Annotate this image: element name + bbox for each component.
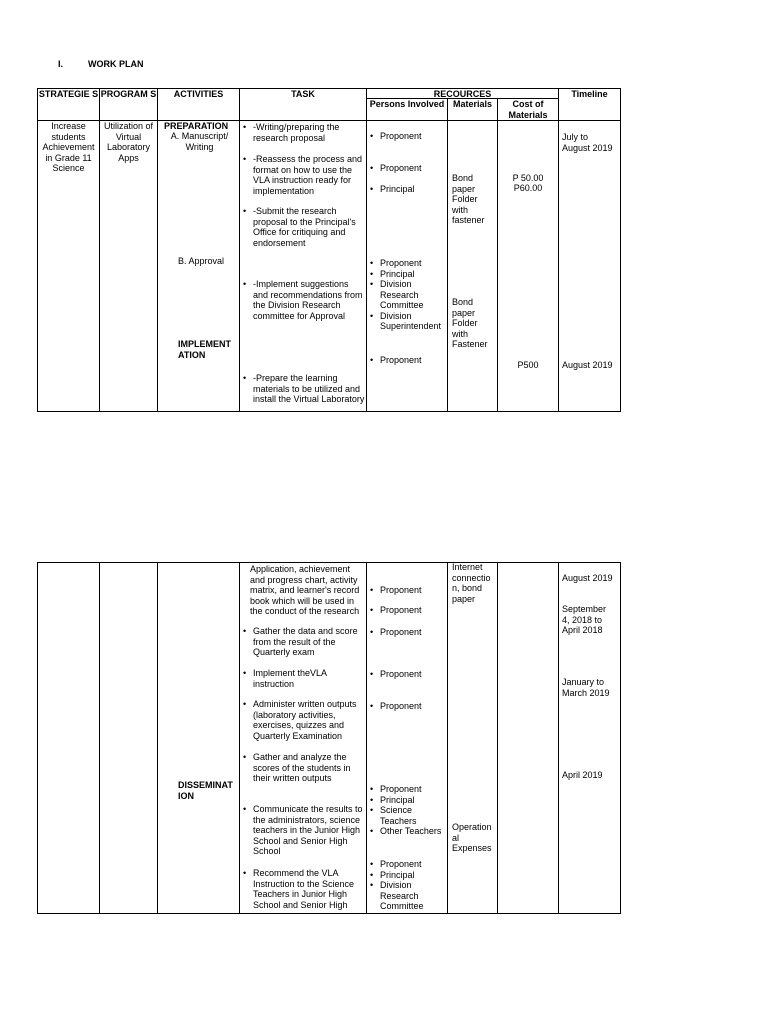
materials-cell: Operation al Expenses — [452, 822, 492, 853]
person-item: • Proponent — [368, 605, 446, 616]
header-programs: PROGRAM S — [100, 89, 157, 99]
task-list — [241, 668, 365, 689]
timeline-cell: September 4, 2018 to April 2018 — [562, 604, 607, 635]
task-item: • Administer written outputs (laboratory activities, exercises, quizzes and Quarterly Examination — [241, 699, 365, 741]
task-item: • -Submit the research proposal to the Principal's Office for critiquing and endorsement — [241, 206, 365, 248]
persons-list — [368, 184, 446, 195]
person-item: • Proponent — [368, 163, 446, 174]
program-cell: Utilization of Virtual Laboratory Apps — [103, 121, 154, 163]
persons-list — [368, 585, 446, 596]
person-item: • Proponent — [368, 627, 446, 638]
task-item: • Implement theVLA instruction — [241, 668, 365, 689]
materials-cell: Bond paper Folder with Fastener — [452, 297, 488, 349]
header-activities: ACTIVITIES — [173, 89, 224, 99]
persons-list — [368, 605, 446, 616]
cost-cell: P500 — [517, 360, 539, 370]
task-item: • Gather the data and score from the result of the Quarterly exam — [241, 626, 365, 658]
person-item: • Proponent — [368, 669, 446, 680]
header-cost-of-materials: Cost of Materials — [508, 99, 548, 120]
work-plan-heading — [58, 59, 144, 70]
task-list — [241, 122, 365, 143]
persons-list — [368, 669, 446, 680]
persons-list — [368, 131, 446, 142]
person-item: • Proponent — [368, 859, 446, 870]
task-list — [241, 373, 365, 405]
task-list — [241, 752, 365, 784]
task-item: • Gather and analyze the scores of the students in their written outputs — [241, 752, 365, 784]
task-item: • -Reassess the process and format on how to use the VLA instruction ready for implementation — [241, 154, 365, 196]
person-item: • Proponent — [368, 355, 446, 366]
persons-list — [368, 627, 446, 638]
activity-manuscript: A. Manuscript/ Writing — [170, 131, 229, 152]
person-item: • Proponent — [368, 258, 446, 269]
header-strategies: STRATEGIE S — [38, 89, 99, 99]
person-item: • Division Superintendent — [368, 311, 446, 332]
persons-list — [368, 859, 446, 912]
task-list — [241, 626, 365, 658]
task-item: • -Implement suggestions and recommendations from the Division Research committee for Approval — [241, 279, 365, 321]
person-item: • Division Research Committee — [368, 880, 446, 912]
persons-list — [368, 163, 446, 174]
person-item: • Proponent — [368, 585, 446, 596]
task-item: • Recommend the VLA Instruction to the Science Teachers in Junior High School and Senior High — [241, 868, 365, 910]
materials-cell: Bond paper Folder with fastener — [452, 173, 485, 225]
task-list — [241, 804, 365, 857]
header-timeline: Timeline — [571, 89, 608, 99]
person-item: • Principal — [368, 795, 446, 806]
persons-list — [368, 701, 446, 712]
activity-approval: B. Approval — [178, 256, 225, 266]
person-item: • Principal — [368, 184, 446, 195]
person-item: • Proponent — [368, 784, 446, 795]
cost-cell: P 50.00 — [512, 173, 544, 183]
activity-implementation: IMPLEMENT ATION — [178, 339, 231, 360]
section-title: WORK PLAN — [88, 59, 144, 69]
section-numeral: I. — [58, 59, 64, 69]
person-item: • Principal — [368, 269, 446, 280]
strategy-cell: Increase students Achievement in Grade 11 Science — [42, 121, 95, 173]
task-item: • Communicate the results to the administrators, science teachers in the Junior High School and Senior High School — [241, 804, 365, 857]
header-persons-involved: Persons Involved — [369, 99, 445, 109]
persons-list — [368, 355, 446, 366]
task-list — [241, 279, 365, 321]
timeline-cell: July to August 2019 — [562, 132, 613, 153]
timeline-cell: April 2019 — [562, 770, 603, 780]
task-list — [241, 699, 365, 741]
persons-list — [368, 784, 446, 837]
person-item: • Division Research Committee — [368, 279, 446, 311]
person-item: • Principal — [368, 870, 446, 881]
person-item: • Other Teachers — [368, 826, 446, 837]
person-item: • Science Teachers — [368, 805, 446, 826]
task-list — [241, 154, 365, 196]
person-item: • Proponent — [368, 701, 446, 712]
activity-dissemination: DISSEMINAT ION — [178, 780, 233, 801]
task-continuation: Application, achievement and progress chart, activity matrix, and learner's record book which will be used in the conduct of the research — [250, 564, 360, 616]
header-resources: RECOURCES — [433, 89, 492, 99]
task-list — [241, 868, 365, 910]
persons-list — [368, 258, 446, 332]
person-item: • Proponent — [368, 131, 446, 142]
cost-cell: P60.00 — [513, 183, 543, 193]
task-item: • -Prepare the learning materials to be utilized and install the Virtual Laboratory — [241, 373, 365, 405]
task-list — [241, 206, 365, 248]
timeline-cell: January to March 2019 — [562, 677, 610, 698]
timeline-cell: August 2019 — [562, 360, 613, 370]
timeline-cell: August 2019 — [562, 573, 613, 583]
task-item: • -Writing/preparing the research proposal — [241, 122, 365, 143]
header-task: TASK — [291, 89, 315, 99]
materials-cell: Internet connectio n, bond paper — [452, 562, 491, 604]
activity-preparation: PREPARATION — [164, 121, 229, 131]
header-materials: Materials — [452, 99, 493, 109]
